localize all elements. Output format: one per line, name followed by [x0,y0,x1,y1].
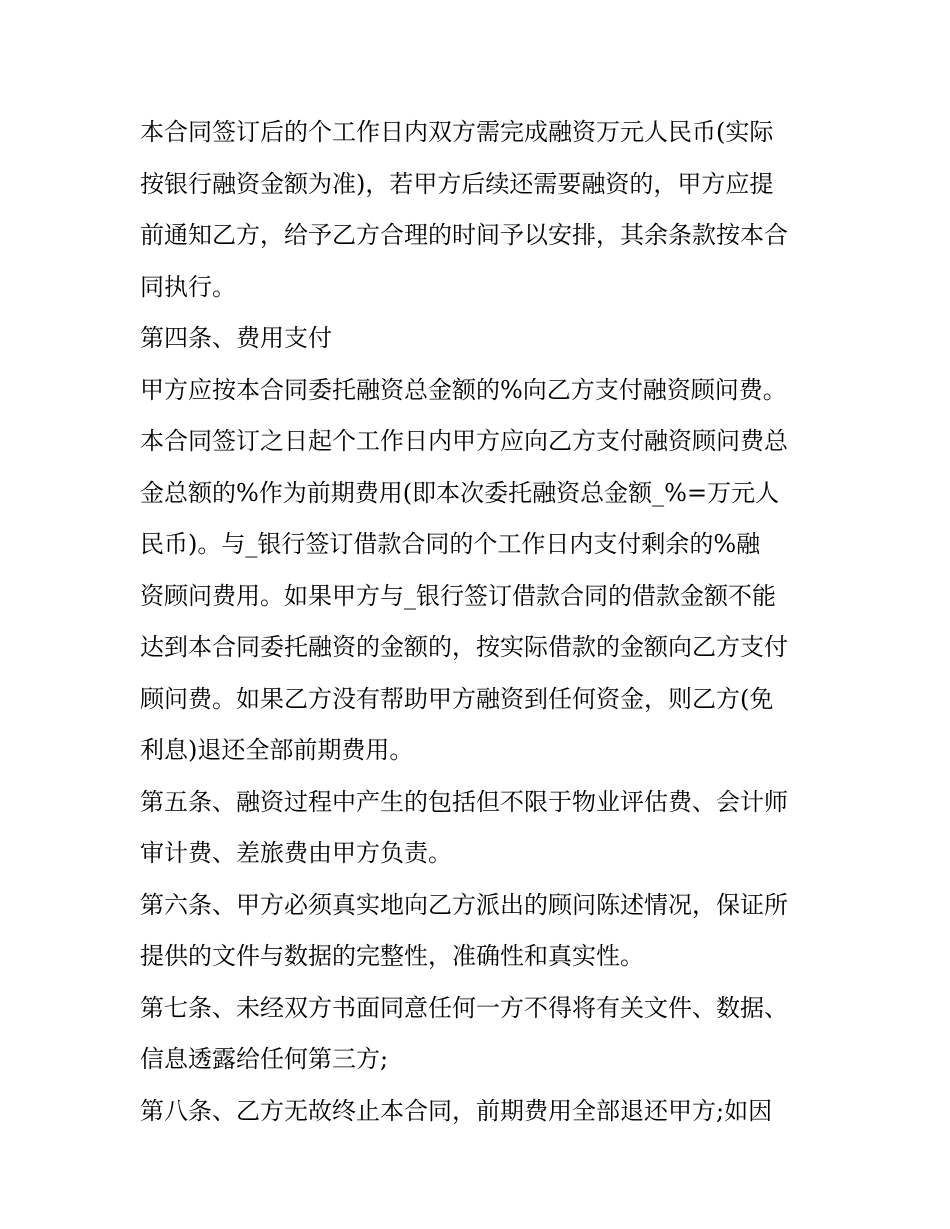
text-line: 信息透露给任何第三方; [140,1045,389,1073]
text-line: 前通知乙方，给予乙方合理的时间予以安排，其余条款按本合 [140,221,788,249]
text-line: 本合同签订后的个工作日内双方需完成融资万元人民币(实际 [140,118,774,146]
text-line: 资顾问费用。如果甲方与_银行签订借款合同的借款金额不能 [140,581,776,610]
document-body [140,112,820,1142]
article-5-line: 第五条、融资过程中产生的包括但不限于物业评估费、会计师 [140,787,788,816]
article-8-line: 第八条、乙方无故终止本合同，前期费用全部退还甲方;如因 [140,1096,773,1125]
text-line: 本合同签订之日起个工作日内甲方应向乙方支付融资顾问费总 [140,427,788,455]
text-line: 顾问费。如果乙方没有帮助甲方融资到任何资金，则乙方(免 [140,684,774,713]
text-line: 同执行。 [140,272,236,301]
text-line: 审计费、差旅费由甲方负责。 [140,839,452,867]
text-line: 利息)退还全部前期费用。 [140,736,414,764]
text-line: 提供的文件与数据的完整性，准确性和真实性。 [140,942,644,970]
section-heading-article-4: 第四条、费用支付 [140,324,332,352]
text-line: 达到本合同委托融资的金额的，按实际借款的金额向乙方支付 [140,633,788,661]
article-7-line: 第七条、未经双方书面同意任何一方不得将有关文件、数据、 [140,993,788,1022]
text-line: 民币)。与_银行签订借款合同的个工作日内支付剩余的%融 [140,530,761,558]
article-6-line: 第六条、甲方必须真实地向乙方派出的顾问陈述情况，保证所 [140,890,788,919]
text-line: 甲方应按本合同委托融资总金额的%向乙方支付融资顾问费。 [140,375,787,404]
text-line: 金总额的%作为前期费用(即本次委托融资总金额_%=万元人 [140,478,780,507]
text-line: 按银行融资金额为准)，若甲方后续还需要融资的，甲方应提 [140,169,774,198]
